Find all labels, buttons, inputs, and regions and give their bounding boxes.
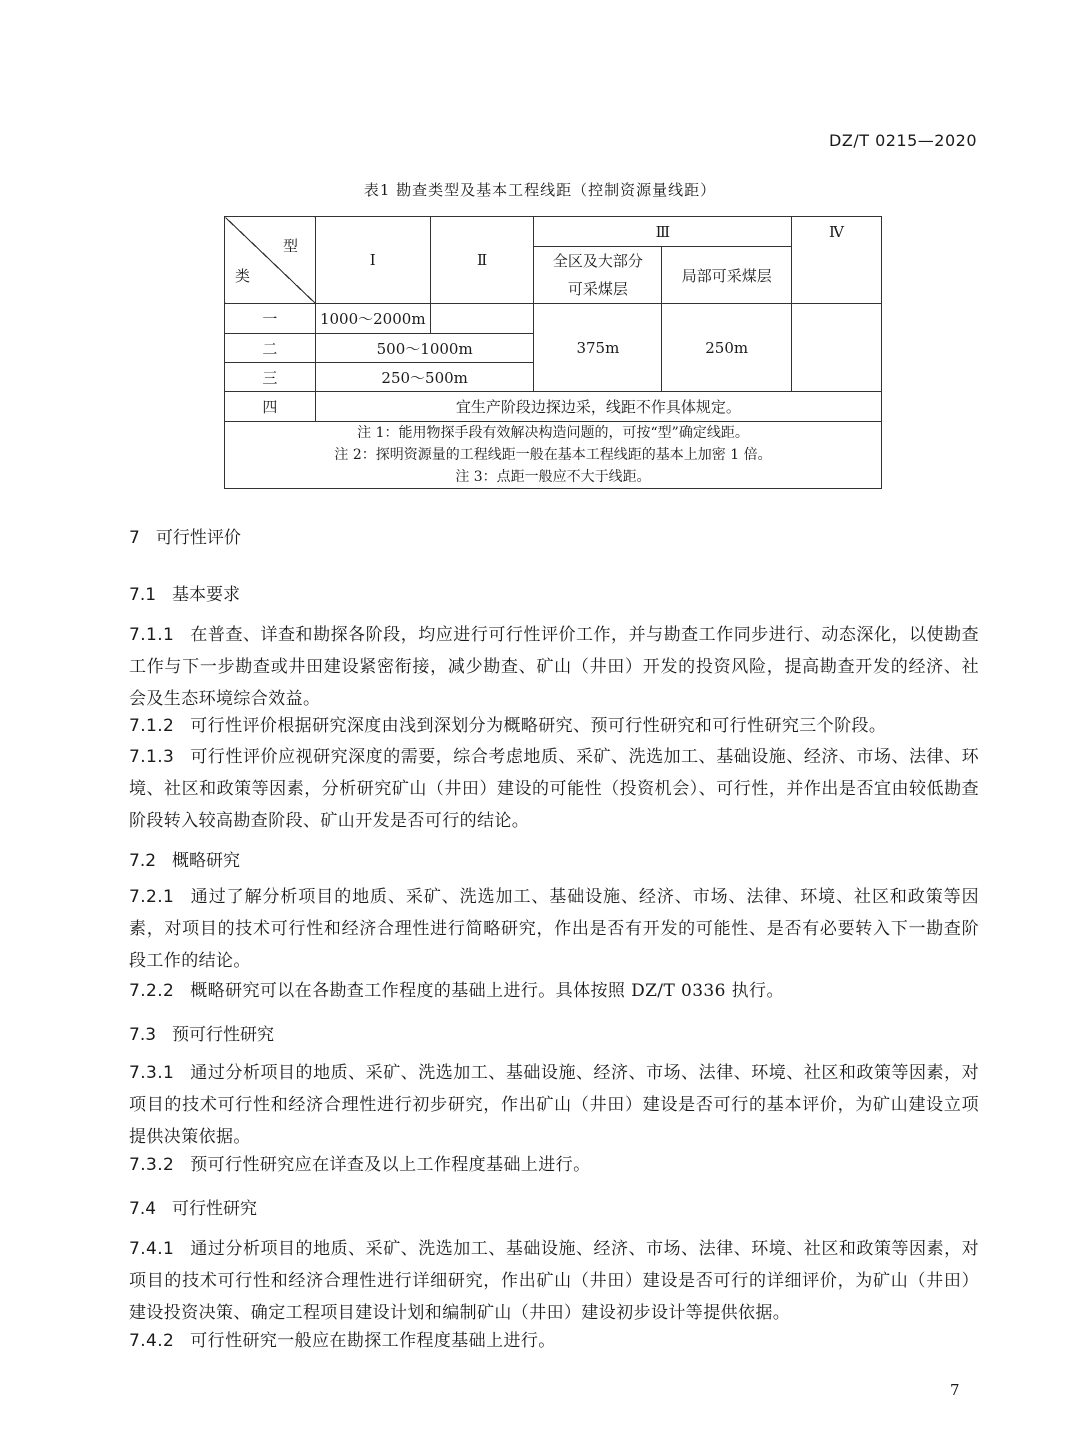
paragraph-number: 7.2.1 — [129, 887, 175, 907]
col-header-III: Ⅲ — [534, 217, 792, 247]
corner-category-label: 类 — [235, 267, 251, 285]
row-category-3: 三 — [225, 363, 316, 392]
III-sub2-value: 250m — [662, 304, 792, 392]
table-note-1: 注 1：能用物探手段有效解决构造问题的，可按“型”确定线距。 — [357, 425, 749, 441]
col-header-I: Ⅰ — [315, 217, 430, 304]
section-number: 7.1 — [129, 585, 157, 605]
row-category-1: 一 — [225, 304, 316, 334]
paragraph-text: 在普查、详查和勘探各阶段，均应进行可行性评价工作，并与勘查工作同步进行、动态深化，以使勘查工作与下一步勘查或井田建设紧密衔接，减少勘查、矿山（井田）开发的投资风险，提高勘查开发的经济、社会及生态环境综合效益。 — [129, 625, 979, 709]
section-title: 可行性研究 — [172, 1199, 258, 1219]
paragraph-text: 可行性研究一般应在勘探工作程度基础上进行。 — [190, 1331, 556, 1351]
section-number: 7.3 — [129, 1025, 157, 1045]
section-heading-7-4 — [129, 1194, 257, 1219]
paragraph-number: 7.1.3 — [129, 747, 175, 767]
paragraph-text: 可行性评价根据研究深度由浅到深划分为概略研究、预可行性研究和可行性研究三个阶段。 — [190, 716, 887, 736]
section-heading-7-3 — [129, 1020, 274, 1045]
row-category-2: 二 — [225, 334, 316, 363]
paragraph-number: 7.3.1 — [129, 1063, 175, 1083]
section-heading-7 — [129, 523, 241, 548]
col-header-III-sub2: 局部可采煤层 — [662, 247, 792, 304]
paragraph-7-2-1 — [129, 881, 979, 977]
row-2-value: 500～1000m — [315, 334, 534, 363]
col-header-IV: Ⅳ — [792, 217, 882, 304]
section-title: 预可行性研究 — [172, 1025, 275, 1045]
section-number: 7.2 — [129, 851, 157, 871]
paragraph-number: 7.4.1 — [129, 1239, 175, 1259]
table-note-2: 注 2：探明资源量的工程线距一般在基本工程线距的基本上加密 1 倍。 — [334, 447, 772, 463]
table-note-3: 注 3：点距一般应不大于线距。 — [455, 469, 651, 485]
section-title: 概略研究 — [172, 851, 241, 871]
row-category-4: 四 — [225, 392, 316, 422]
corner-type-label: 型 — [283, 237, 299, 255]
section-title: 可行性评价 — [155, 528, 241, 548]
paragraph-7-4-1 — [129, 1233, 979, 1329]
row-1-value: 1000～2000m — [315, 304, 430, 334]
col-header-II: Ⅱ — [430, 217, 534, 304]
paragraph-text: 可行性评价应视研究深度的需要，综合考虑地质、采矿、洗选加工、基础设施、经济、市场、法律、环境、社区和政策等因素，分析研究矿山（井田）建设的可能性（投资机会）、可行性，并作出是否宜由较低勘查阶段转入较高勘查阶段、矿山开发是否可行的结论。 — [129, 747, 979, 831]
paragraph-7-4-2 — [129, 1325, 979, 1357]
paragraph-text: 通过分析项目的地质、采矿、洗选加工、基础设施、经济、市场、法律、环境、社区和政策等因素，对项目的技术可行性和经济合理性进行详细研究，作出矿山（井田）建设是否可行的详细评价，为矿山（井田）建设投资决策、确定工程项目建设计划和编制矿山（井田）建设初步设计等提供依据。 — [129, 1239, 979, 1323]
paragraph-7-2-2 — [129, 975, 979, 1007]
paragraph-7-1-2 — [129, 710, 979, 742]
paragraph-number: 7.2.2 — [129, 981, 175, 1001]
paragraph-7-3-2 — [129, 1149, 979, 1181]
paragraph-text: 预可行性研究应在详查及以上工作程度基础上进行。 — [190, 1155, 591, 1175]
III-sub1-value: 375m — [534, 304, 662, 392]
paragraph-7-1-3 — [129, 741, 979, 837]
standard-code: DZ/T 0215—2020 — [829, 131, 977, 150]
paragraph-text: 通过了解分析项目的地质、采矿、洗选加工、基础设施、经济、市场、法律、环境、社区和政策等因素，对项目的技术可行性和经济合理性进行简略研究，作出是否有开发的可能性、是否有必要转入下一勘查阶段工作的结论。 — [129, 887, 979, 971]
paragraph-number: 7.1.1 — [129, 625, 175, 645]
paragraph-7-3-1 — [129, 1057, 979, 1153]
paragraph-text: 通过分析项目的地质、采矿、洗选加工、基础设施、经济、市场、法律、环境、社区和政策等因素，对项目的技术可行性和经济合理性进行初步研究，作出矿山（井田）建设是否可行的基本评价，为矿山建设立项提供决策依据。 — [129, 1063, 979, 1147]
table-notes — [225, 422, 882, 489]
section-heading-7-1 — [129, 580, 240, 605]
row-4-value: 宜生产阶段边探边采，线距不作具体规定。 — [315, 392, 881, 422]
section-number: 7.4 — [129, 1199, 157, 1219]
paragraph-text: 概略研究可以在各勘查工作程度的基础上进行。具体按照 DZ/T 0336 执行。 — [190, 981, 784, 1001]
row-3-value: 250～500m — [315, 363, 534, 392]
paragraph-7-1-1 — [129, 619, 979, 715]
section-heading-7-2 — [129, 846, 240, 871]
paragraph-number: 7.1.2 — [129, 716, 175, 736]
section-title: 基本要求 — [172, 585, 241, 605]
paragraph-number: 7.4.2 — [129, 1331, 175, 1351]
col-header-III-sub1: 全区及大部分可采煤层 — [534, 247, 662, 304]
exploration-type-table — [224, 216, 882, 489]
paragraph-number: 7.3.2 — [129, 1155, 175, 1175]
section-number: 7 — [129, 528, 140, 548]
table-caption: 表1 勘查类型及基本工程线距（控制资源量线距） — [363, 181, 717, 199]
page-number: 7 — [950, 1381, 960, 1399]
table-corner-cell — [225, 217, 316, 304]
